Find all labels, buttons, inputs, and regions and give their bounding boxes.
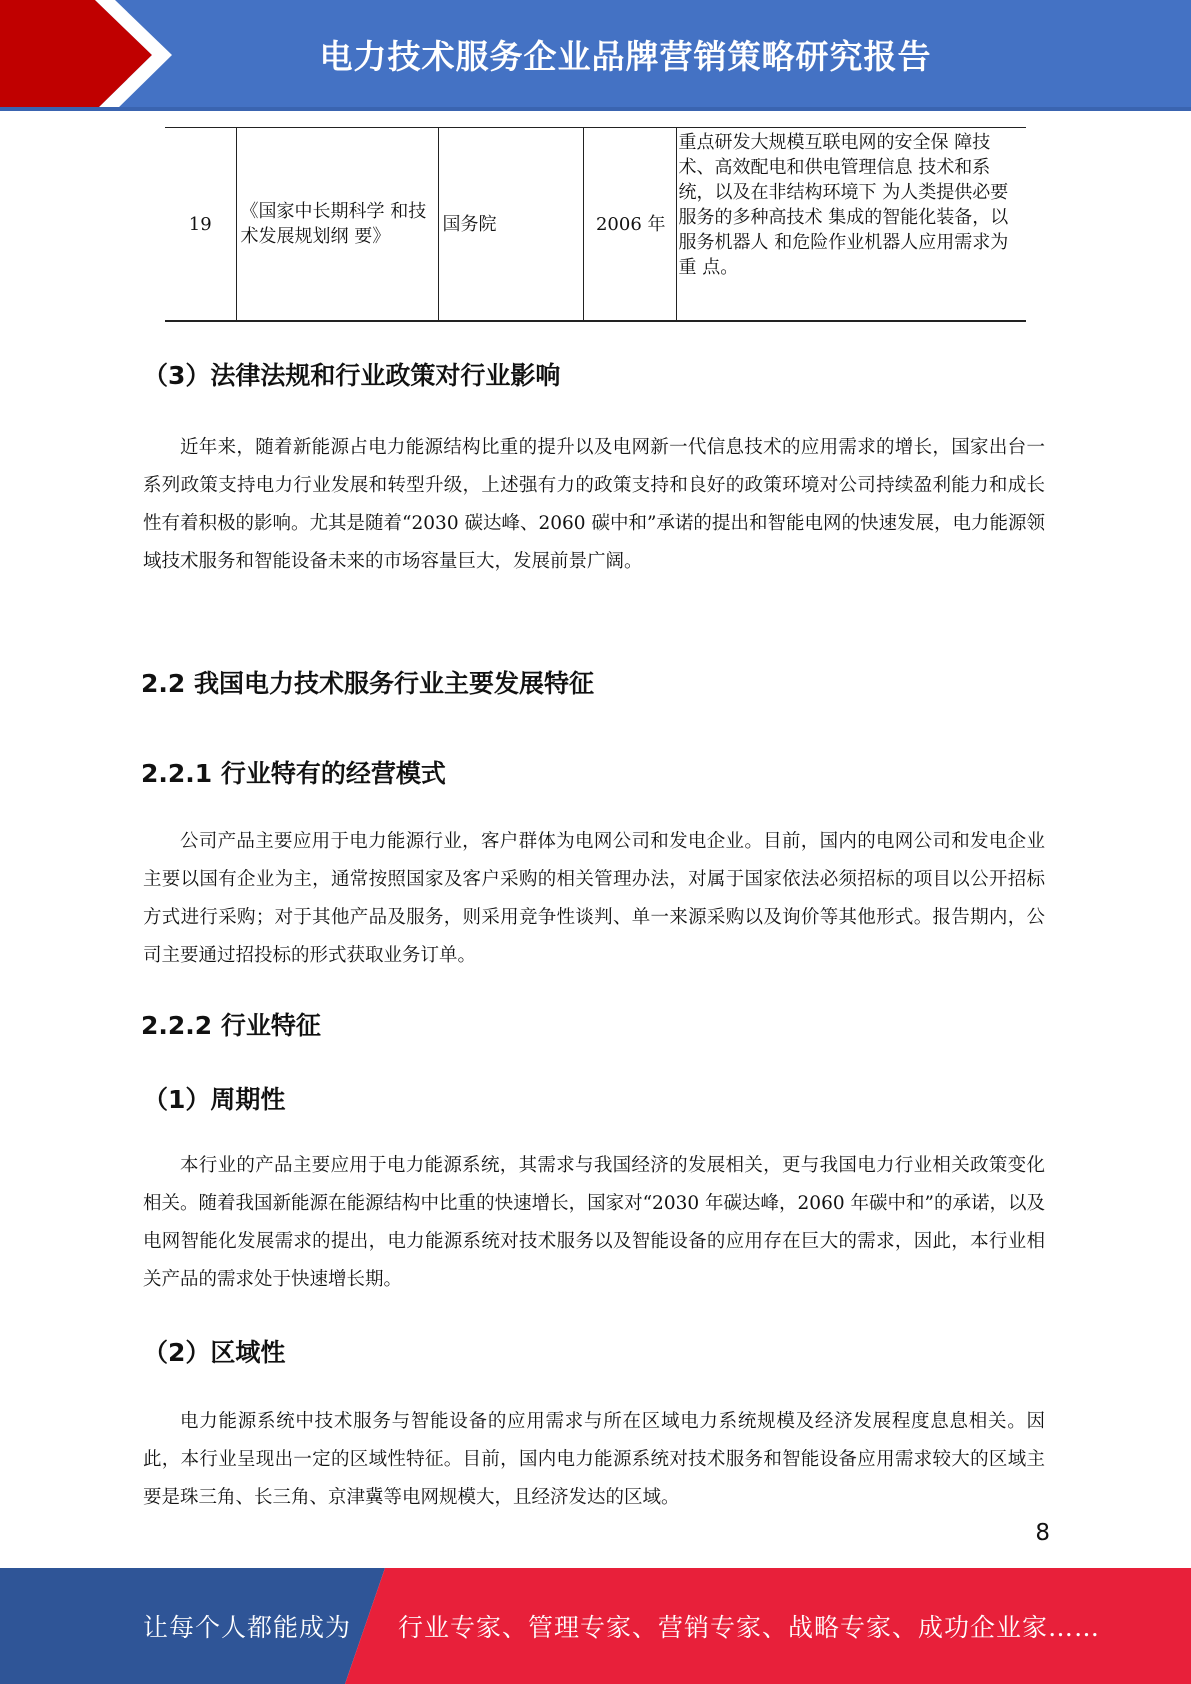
heading-section-2-2-2: 2.2.2 行业特征 [141, 1011, 321, 1040]
paragraph-legal-policy-impact: 近年来，随着新能源占电力能源结构比重的提升以及电网新一代信息技术的应用需求的增长，国家出台一系列政策支持电力行业发展和转型升级，上述强有力的政策支持和良好的政策环境对公司持续盈利能力和成长性有着积极的影响。尤其是随着“2030 碳达峰、2060 碳中和”承诺的提出和智能电网的快速发展，电力能源领域技术服务和智能设备未来的市场容量巨大，发展前景广阔。 [143, 437, 1045, 572]
paragraph-business-model: 公司产品主要应用于电力能源行业，客户群体为电网公司和发电企业。目前，国内的电网公司和发电企业主要以国有企业为主，通常按照国家及客户采购的相关管理办法，对属于国家依法必须招标的项目以公开招标方式进行采购；对于其他产品及服务，则采用竞争性谈判、单一来源采购以及询价等其他形式。报告期内，公司主要通过招投标的形式获取业务订单。 [143, 831, 1045, 966]
page-number: 8 [1035, 1520, 1050, 1546]
policy-year: 2006 年 [583, 128, 676, 322]
heading-legal-policy-impact: （3）法律法规和行业政策对行业影响 [143, 361, 561, 390]
footer-slogan-right: 行业专家、管理专家、营销专家、战略专家、成功企业家…… [398, 1613, 1101, 1642]
footer-banner [0, 1568, 1191, 1684]
paragraph-cyclicality: 本行业的产品主要应用于电力能源系统，其需求与我国经济的发展相关，更与我国电力行业相关政策变化相关。随着我国新能源在能源结构中比重的快速增长，国家对“2030 年碳达峰，2060 年碳中和”的承诺，以及电网智能化发展需求的提出，电力能源系统对技术服务以及智能设备的应用存在巨大的需求，因此，本行业相关产品的需求处于快速增长期。 [143, 1155, 1045, 1290]
footer-slogan-left: 让每个人都能成为 [143, 1613, 352, 1642]
heading-section-2-2-1: 2.2.1 行业特有的经营模式 [141, 759, 446, 788]
paragraph-regionality: 电力能源系统中技术服务与智能设备的应用需求与所在区域电力系统规模及经济发展程度息息相关。因此，本行业呈现出一定的区域性特征。目前，国内电力能源系统对技术服务和智能设备应用需求较大的区域主要是珠三角、长三角、京津冀等电网规模大，且经济发达的区域。 [143, 1411, 1045, 1508]
heading-section-2-2: 2.2 我国电力技术服务行业主要发展特征 [141, 669, 594, 698]
policy-table [165, 127, 1026, 322]
header-banner [0, 0, 1191, 111]
policy-name: 《国家中长期科学 和技术发展规划纲 要》 [236, 128, 438, 322]
row-number: 19 [165, 128, 236, 322]
policy-content: 重点研发大规模互联电网的安全保 障技术、高效配电和供电管理信息 技术和系统，以及在非结构环境下 为人类提供必要服务的多种高技术 集成的智能化装备，以服务机器人 和危险作业机器人应用需求为重 点。 [676, 128, 1026, 322]
heading-regionality: （2）区域性 [143, 1338, 286, 1367]
policy-issuer: 国务院 [438, 128, 583, 322]
table-row [165, 128, 1026, 322]
heading-cyclicality: （1）周期性 [143, 1085, 286, 1114]
document-title: 电力技术服务企业品牌营销策略研究报告 [319, 36, 932, 76]
